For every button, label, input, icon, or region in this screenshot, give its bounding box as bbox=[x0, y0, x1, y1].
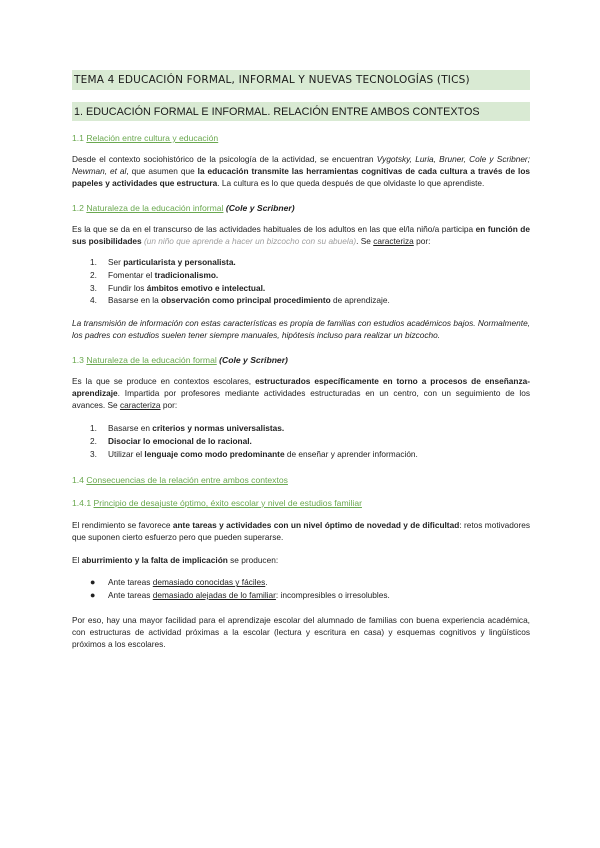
text-run: . Se bbox=[356, 235, 374, 246]
text-run-bold: particularista y personalista. bbox=[123, 257, 236, 268]
list-number: 2. bbox=[90, 269, 97, 280]
subsection-number: 1.1 bbox=[72, 133, 84, 143]
list-item bbox=[72, 282, 530, 295]
list-item bbox=[72, 256, 530, 269]
list-number: 3. bbox=[90, 448, 97, 459]
subsection-authors: (Cole y Scribner) bbox=[219, 354, 288, 365]
bullet-icon: ● bbox=[90, 577, 96, 588]
text-run: por: bbox=[413, 235, 431, 246]
text-run: Es la que se da en el transcurso de las actividades habituales de los adultos en las que el/la niño/a participa bbox=[72, 223, 476, 234]
paragraph bbox=[72, 519, 530, 543]
text-run-bold: ante tareas y actividades con un nivel óptimo de novedad y de dificultad bbox=[172, 519, 460, 530]
subsection-number: 1.3 bbox=[72, 354, 84, 365]
text-run-bold: criterios y normas universalistas. bbox=[152, 423, 285, 434]
subsection-title: Consecuencias de la relación entre ambos contextos bbox=[86, 474, 288, 485]
subsection-heading-1-1 bbox=[72, 133, 530, 144]
text-run-underline: demasiado alejadas de lo familiar bbox=[152, 590, 276, 601]
text-run-bold: estructurados específicamente en torno a procesos de enseñanza-aprendizaje bbox=[72, 375, 531, 398]
subsection-number: 1.4 bbox=[72, 474, 84, 485]
text-run: . La cultura es lo que queda después de que olvidaste lo que aprendiste. bbox=[217, 178, 485, 189]
list-item bbox=[72, 576, 530, 589]
list-item bbox=[72, 448, 530, 461]
list-item bbox=[72, 422, 530, 435]
text-run: El bbox=[72, 555, 82, 566]
text-run-underline: caracteriza bbox=[373, 235, 414, 246]
subsection-number: 1.4.1 bbox=[72, 497, 92, 508]
text-run: Ser bbox=[108, 257, 124, 268]
text-run: Basarse en la bbox=[108, 295, 162, 306]
subsection-number: 1.2 bbox=[72, 202, 84, 213]
document-content bbox=[72, 70, 530, 650]
text-run-bold: observación como principal procedimiento bbox=[161, 295, 331, 306]
text-run-italic: Vygotsky, Luria, Bruner, Cole y Scribner; Newman, et al bbox=[72, 154, 530, 177]
text-run-bold: en función de sus posibilidades bbox=[72, 223, 530, 246]
list-item bbox=[72, 589, 530, 602]
text-run: Utilizar el bbox=[108, 448, 145, 459]
text-run-bold: ámbitos emotivo e intelectual. bbox=[146, 282, 266, 293]
paragraph: Por eso, hay una mayor facilidad para el aprendizaje escolar del alumnado de familias con buena experiencia académica, con estructuras de actividad próximas a la escolar (lectura y escritura en casa) y esquemas cognitivos y lingüísticos próximos a los escolares. bbox=[72, 614, 530, 650]
text-run-example: (un niño que aprende a hacer un bizcocho con su abuela) bbox=[143, 235, 357, 246]
list-item bbox=[72, 435, 530, 448]
bullet-list bbox=[72, 576, 530, 602]
text-run-bold: lenguaje como modo predominante bbox=[144, 448, 285, 459]
list-item bbox=[72, 269, 530, 282]
text-run: de enseñar y aprender información. bbox=[284, 448, 418, 459]
text-run-underline: caracteriza bbox=[119, 400, 161, 411]
text-run-bold: tradicionalismo. bbox=[154, 269, 219, 280]
document-title: TEMA 4 EDUCACIÓN FORMAL, INFORMAL Y NUEVAS TECNOLOGÍAS (TICS) bbox=[72, 70, 530, 90]
text-run-underline: demasiado conocidas y fáciles bbox=[152, 577, 266, 588]
text-run: de aprendizaje. bbox=[330, 295, 390, 306]
subsection-title: Naturaleza de la educación formal bbox=[86, 354, 217, 365]
text-run: Ante tareas bbox=[108, 577, 153, 588]
text-run: Fundir los bbox=[108, 282, 147, 293]
text-run: por: bbox=[160, 400, 178, 411]
text-run-bold: la educación transmite las herramientas cognitivas de cada cultura a través de los papeles y actividades que estructura bbox=[72, 166, 531, 189]
subsection-title: Principio de desajuste óptimo, éxito escolar y nivel de estudios familiar bbox=[93, 497, 362, 508]
list-item bbox=[72, 294, 530, 307]
bullet-icon: ● bbox=[90, 590, 96, 601]
text-run-bold: aburrimiento y la falta de implicación bbox=[81, 555, 228, 566]
numbered-list bbox=[72, 256, 530, 307]
text-run: se producen: bbox=[227, 555, 279, 566]
text-run: Es la que se produce en contextos escolares, bbox=[72, 375, 256, 386]
text-run-bold: Disociar lo emocional de lo racional. bbox=[108, 436, 252, 447]
paragraph bbox=[72, 554, 530, 566]
subsection-title: Naturaleza de la educación informal bbox=[86, 202, 224, 213]
text-run: Ante tareas bbox=[108, 590, 153, 601]
subsection-heading-1-4 bbox=[72, 475, 530, 486]
text-run: El rendimiento se favorece bbox=[72, 519, 173, 530]
section-heading: 1. EDUCACIÓN FORMAL E INFORMAL. RELACIÓN ENTRE AMBOS CONTEXTOS bbox=[72, 102, 530, 121]
subsection-authors: (Cole y Scribner) bbox=[225, 202, 295, 213]
paragraph bbox=[72, 375, 530, 412]
list-number: 4. bbox=[90, 295, 97, 306]
numbered-list bbox=[72, 422, 530, 460]
paragraph bbox=[72, 223, 530, 247]
subsection-heading-1-4-1 bbox=[72, 498, 530, 509]
text-run: Desde el contexto sociohistórico de la psicología de la actividad, se encuentran bbox=[72, 154, 377, 164]
text-run: Fomentar el bbox=[108, 269, 155, 280]
list-number: 1. bbox=[90, 257, 97, 268]
subsection-title: Relación entre cultura y educación bbox=[86, 133, 219, 143]
list-number: 1. bbox=[90, 423, 97, 434]
subsection-heading-1-3 bbox=[72, 355, 530, 366]
list-number: 2. bbox=[90, 436, 97, 447]
paragraph-italic: La transmisión de información con estas características es propia de familias con estudios académicos bajos. Normalmente, los padres con estudios suelen tener siempre manuales, hipótesis incluso para realizar un bizcocho. bbox=[72, 318, 530, 341]
text-run: : retos motivadores que suponen cierto esfuerzo pero que pueden superarse. bbox=[72, 519, 530, 542]
text-run: , que asumen que bbox=[126, 166, 198, 177]
list-number: 3. bbox=[90, 282, 97, 293]
text-run: . Impartida por profesores mediante actividades estructuradas en un centro, con un seguimiento de los avances. Se bbox=[72, 387, 530, 411]
text-run: . bbox=[265, 577, 268, 588]
subsection-heading-1-2 bbox=[72, 203, 530, 214]
paragraph bbox=[72, 153, 530, 190]
text-run: : incompresibles o irresolubles. bbox=[275, 590, 390, 601]
text-run: Basarse en bbox=[108, 423, 153, 434]
